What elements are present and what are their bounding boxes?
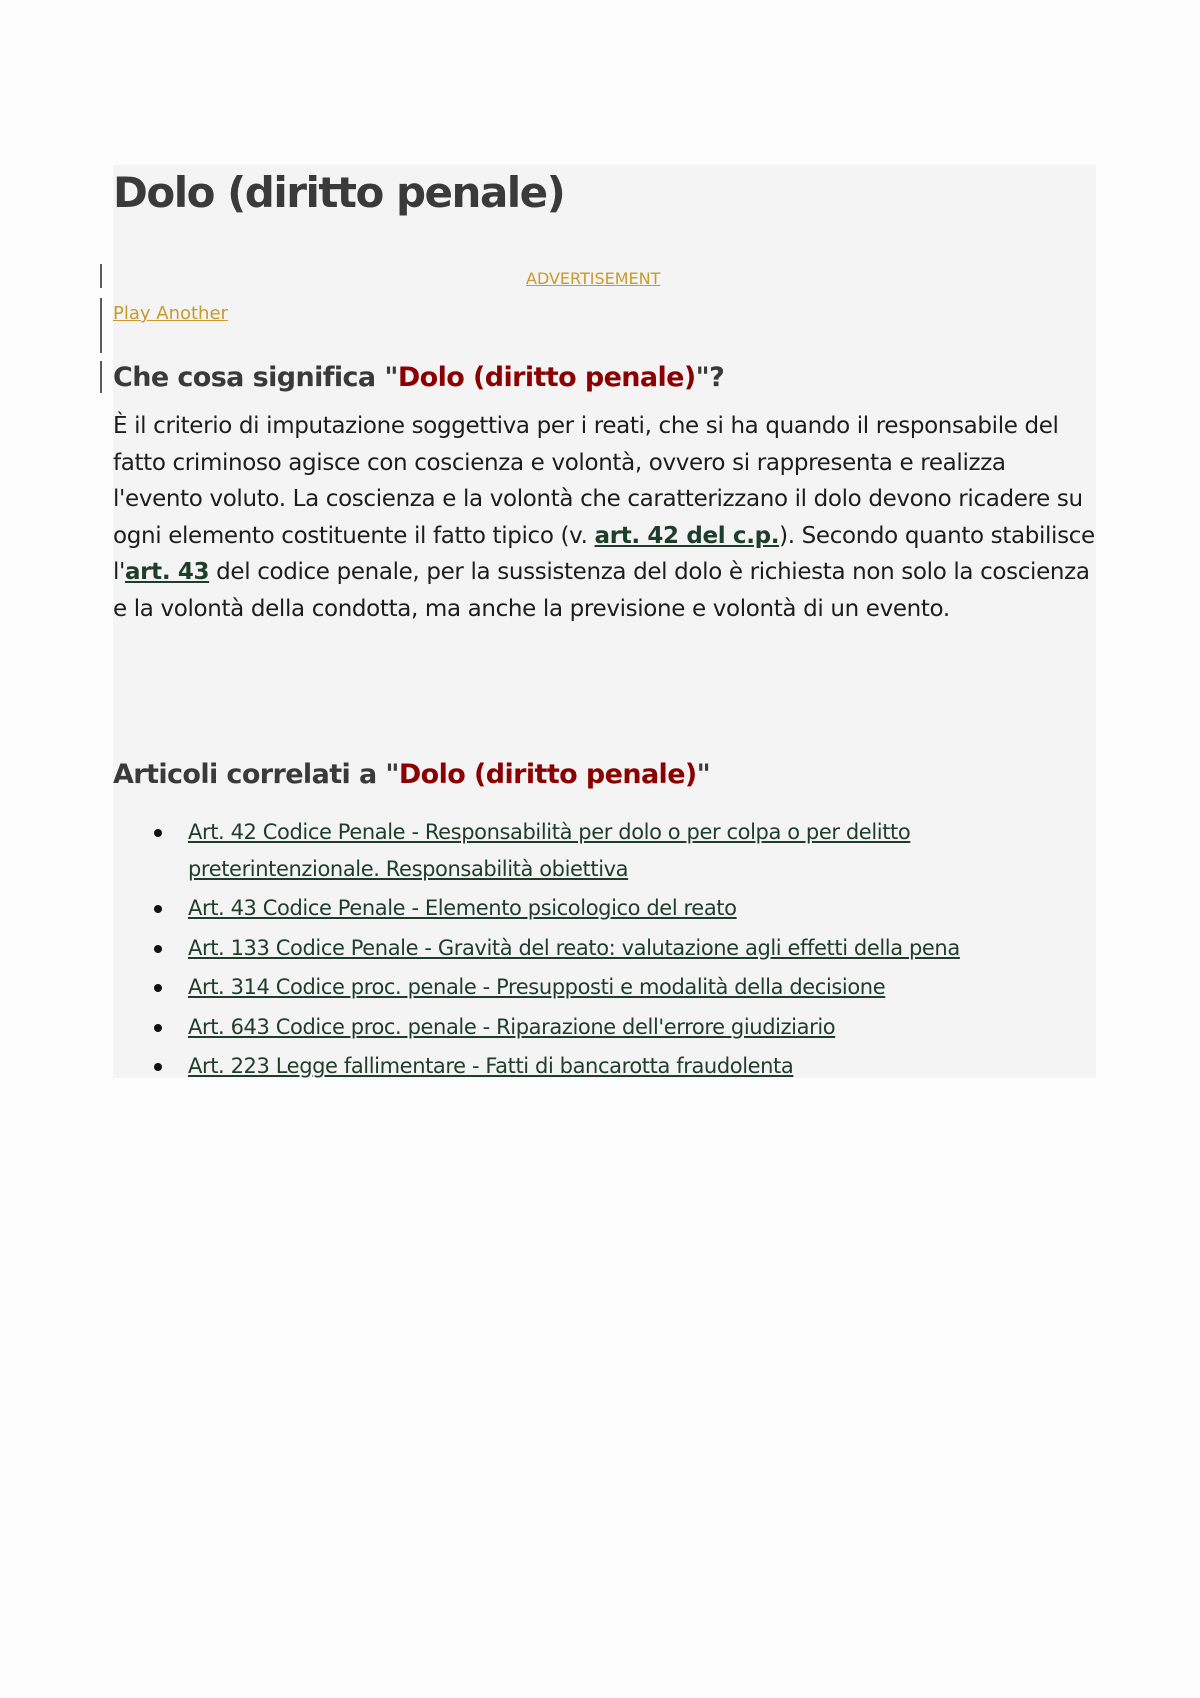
heading-term: Dolo (diritto penale) [398, 759, 697, 790]
related-article-link[interactable]: Art. 643 Codice proc. penale - Riparazione dell'errore giudiziario [188, 1014, 836, 1039]
bullet-icon [154, 984, 162, 992]
advertisement-link[interactable]: ADVERTISEMENT [526, 269, 661, 288]
page-title: Dolo (diritto penale) [113, 168, 565, 217]
bullet-icon [154, 1024, 162, 1032]
heading-suffix: "? [695, 362, 725, 393]
related-article-link[interactable]: Art. 223 Legge fallimentare - Fatti di bancarotta fraudolenta [188, 1054, 794, 1078]
ad-frame-edge [100, 361, 102, 393]
related-heading [113, 759, 710, 790]
definition-part: ). Secondo quanto stabilisce l' [113, 522, 1095, 586]
related-article-link[interactable]: Art. 133 Codice Penale - Gravità del reato: valutazione agli effetti della pena [188, 935, 960, 960]
art-43-link[interactable]: art. 43 [125, 559, 210, 586]
bullet-icon [154, 1063, 162, 1071]
art-42-link[interactable]: art. 42 del c.p. [594, 522, 780, 549]
heading-prefix: Che cosa significa " [113, 362, 398, 393]
bullet-icon [154, 945, 162, 953]
list-item [150, 1048, 1070, 1085]
ad-frame-edge [100, 264, 102, 288]
list-item [150, 1009, 1070, 1046]
play-another-link[interactable]: Play Another [113, 303, 228, 324]
bullet-icon [154, 905, 162, 913]
heading-suffix: " [696, 759, 711, 790]
list-item [150, 814, 1070, 887]
bullet-icon [154, 829, 162, 837]
definition-part: È il criterio di imputazione soggettiva per i reati, che si ha quando il responsabile del fatto criminoso agisce con coscienza e volontà, ovvero si rappresenta e realizza l'evento voluto. La coscienza e la volontà che caratterizzano il dolo devono ricadere su ogni elemento costituente il fatto tipico (v. [113, 413, 1083, 549]
ad-frame-edge [100, 298, 102, 353]
related-article-link[interactable]: Art. 42 Codice Penale - Responsabilità per dolo o per colpa o per delitto preterintenzionale. Responsabilità obiettiva [188, 820, 911, 881]
meaning-heading [113, 362, 724, 393]
definition-text [113, 408, 1098, 628]
heading-prefix: Articoli correlati a " [113, 759, 399, 790]
related-articles-list [150, 814, 1070, 1088]
list-item [150, 890, 1070, 927]
list-item [150, 969, 1070, 1006]
heading-term: Dolo (diritto penale) [397, 362, 696, 393]
related-article-link[interactable]: Art. 43 Codice Penale - Elemento psicologico del reato [188, 896, 737, 920]
definition-part: del codice penale, per la sussistenza del dolo è richiesta non solo la coscienza e la volontà della condotta, ma anche la previsione e volontà di un evento. [113, 559, 1090, 622]
related-article-link[interactable]: Art. 314 Codice proc. penale - Presupposti e modalità della decisione [188, 975, 886, 999]
list-item [150, 930, 1070, 967]
